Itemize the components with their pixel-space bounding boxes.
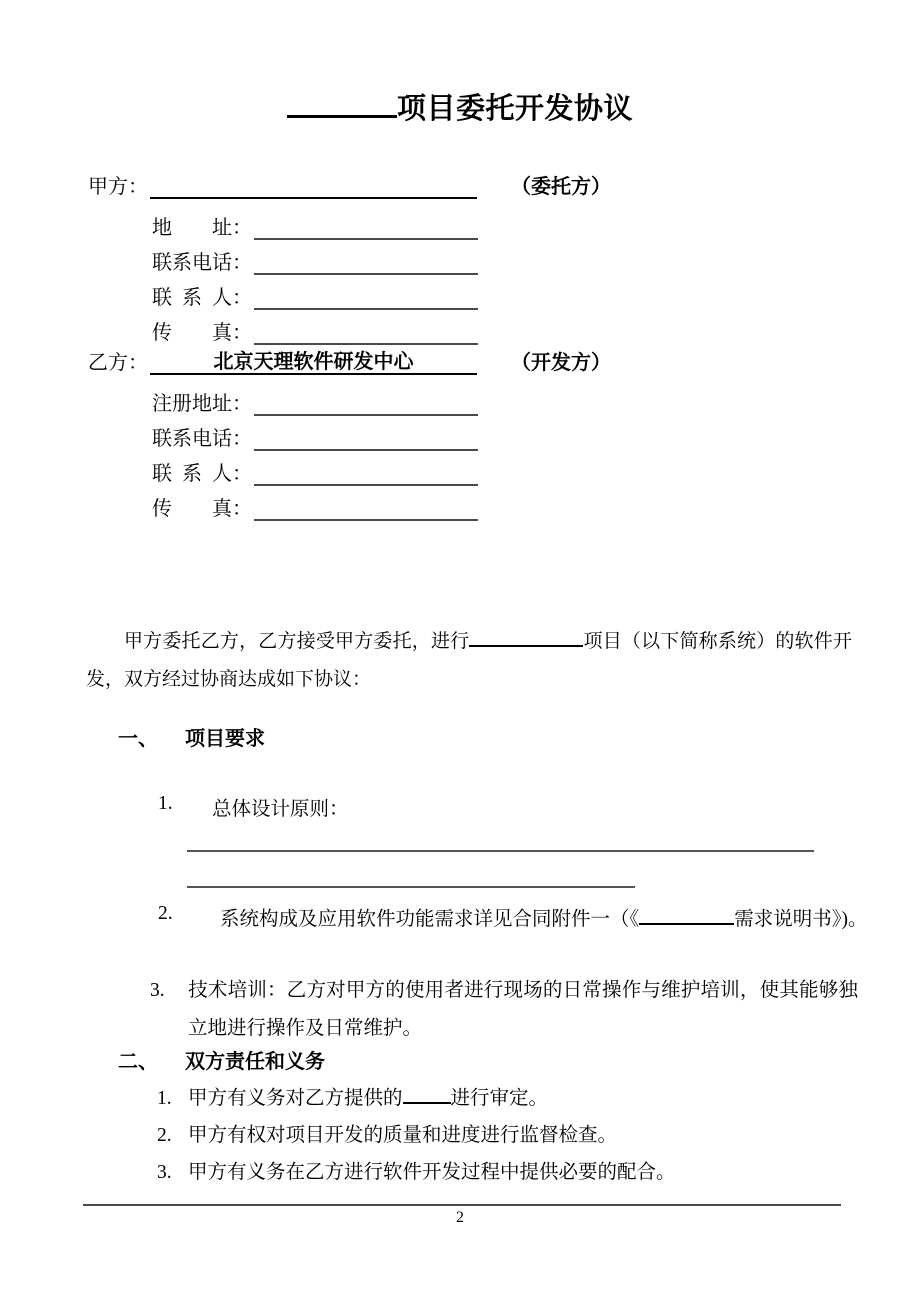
party-a-fax-label: 传真 (152, 322, 232, 344)
section-1-title: 项目要求 (185, 728, 265, 750)
item-text: 技术培训：乙方对甲方的使用者进行现场的日常操作与维护培训，使其能够独立地进行操作及日常维护。 (188, 980, 858, 1039)
party-a-phone-blank (254, 247, 478, 275)
section-2-item-list (157, 1080, 676, 1191)
party-b-contact-blank (254, 458, 478, 486)
spec-name-blank (639, 904, 734, 926)
label-colon: ： (232, 217, 252, 239)
item-text: 总体设计原则： (212, 799, 349, 820)
party-a-contact-row (152, 275, 611, 310)
item-text-part2: 进行审定。 (450, 1088, 549, 1109)
item-number: 1. (158, 793, 173, 814)
intro-text-part2: 项目（以下简称系统）的软件开发，双方经过协商达成如下协议： (86, 631, 852, 690)
document-title-text: 项目委托开发协议 (396, 93, 633, 125)
label-colon: ： (232, 463, 252, 485)
footer-divider (83, 1204, 841, 1206)
party-b-name: 北京天理软件研发中心 (213, 351, 414, 373)
party-b-fax-blank (254, 493, 478, 521)
item-number: 3. (157, 1162, 172, 1183)
party-a-address-row (152, 205, 611, 240)
section-1-item-1 (158, 793, 349, 821)
party-b-phone-row (152, 416, 611, 451)
label-colon: ： (232, 428, 252, 450)
deliverable-blank (403, 1083, 451, 1105)
party-b-main-row (88, 352, 611, 375)
party-a-contact-label: 联系人 (152, 287, 232, 309)
party-b-phone-blank (254, 423, 478, 451)
section-1-number: 一、 (118, 728, 158, 750)
title-fill-in-blank (287, 86, 397, 118)
project-name-blank (469, 626, 583, 647)
party-b-fax-row (152, 486, 611, 521)
intro-text-part1: 甲方委托乙方，乙方接受甲方委托，进行 (124, 631, 470, 652)
section-2-heading (118, 1045, 325, 1074)
party-b-phone-label: 联系电话 (152, 428, 232, 450)
item-number: 2. (158, 903, 173, 924)
intro-paragraph (86, 623, 852, 699)
party-a-role-label: 甲方： (88, 176, 148, 198)
section-2-item-2 (157, 1117, 676, 1154)
party-b-block (88, 352, 611, 521)
section-2-item-3 (157, 1154, 676, 1191)
party-b-contact-row (152, 451, 611, 486)
fill-in-line-1 (187, 850, 814, 852)
party-b-name-underline (150, 350, 477, 375)
document-title (0, 86, 920, 127)
party-b-address-row (152, 381, 611, 416)
item-text (188, 1080, 548, 1117)
item-number: 3. (150, 980, 165, 1001)
label-colon: ： (232, 393, 252, 415)
item-text: 甲方有权对项目开发的质量和进度进行监督检查。 (188, 1125, 618, 1146)
section-2-number: 二、 (118, 1051, 158, 1073)
party-b-role-label: 乙方： (88, 352, 148, 374)
party-b-contact-label: 联系人 (152, 463, 232, 485)
party-b-paren-label: （开发方） (511, 352, 611, 374)
party-a-fax-blank (254, 317, 478, 345)
section-2-item-1 (157, 1080, 676, 1117)
party-a-main-row (88, 176, 611, 199)
fill-in-line-2 (187, 886, 635, 888)
label-colon: ： (232, 252, 252, 274)
label-colon: ： (232, 498, 252, 520)
item-text-part1: 系统构成及应用软件功能需求详见合同附件一（《 (220, 909, 640, 930)
party-a-phone-label: 联系电话 (152, 252, 232, 274)
label-colon: ： (232, 287, 252, 309)
section-1-item-3 (150, 972, 858, 1048)
section-1-item-2 (158, 903, 868, 931)
item-number: 2. (157, 1125, 172, 1146)
party-a-name-underline (150, 174, 477, 199)
item-number: 1. (157, 1088, 172, 1109)
party-a-paren-label: （委托方） (511, 176, 611, 198)
party-b-address-label: 注册地址 (152, 393, 232, 415)
party-a-block (88, 176, 611, 345)
page-number: 2 (456, 1209, 464, 1226)
party-a-fax-row (152, 310, 611, 345)
party-a-address-label: 地址 (152, 217, 232, 239)
item-text-part2: 需求说明书》)。 (734, 909, 868, 930)
item-text-part1: 甲方有义务对乙方提供的 (188, 1088, 403, 1109)
party-a-address-blank (254, 212, 478, 240)
section-1-heading (118, 722, 265, 751)
party-a-phone-row (152, 240, 611, 275)
party-a-contact-blank (254, 282, 478, 310)
party-b-fax-label: 传真 (152, 498, 232, 520)
item-text: 甲方有义务在乙方进行软件开发过程中提供必要的配合。 (188, 1162, 676, 1183)
label-colon: ： (232, 322, 252, 344)
item-text (220, 903, 868, 931)
party-b-address-blank (254, 388, 478, 416)
section-2-title: 双方责任和义务 (185, 1051, 325, 1073)
